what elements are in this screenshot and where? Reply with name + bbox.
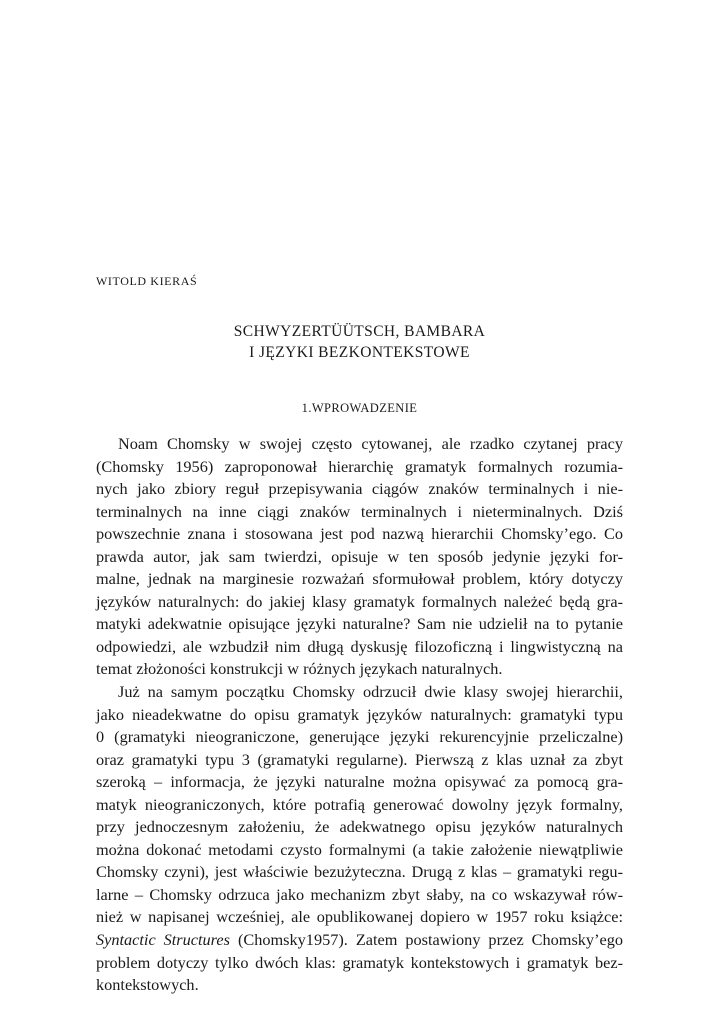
text-line: języków naturalnych: do jakiej klasy gramatyk formalnych należeć będą gra- [96,591,623,611]
text-line: nież w napisanej wcześniej, ale opublikowanej dopiero w 1957 roku książce: [96,907,623,927]
text-line: malne, jednak na marginesie rozważań sformułował problem, który dotyczy [96,569,623,589]
text-line: jako nieadekwatne do opisu gramatyk języków naturalnych: gramatyki typu [96,704,623,724]
text-line: problem dotyczy tylko dwóch klas: gramatyk kontekstowych i gramatyk bez- [96,952,623,972]
text-line: Noam Chomsky w swojej często cytowanej, ale rzadko czytanej pracy [118,434,623,453]
text-line: przy jednoczesnym założeniu, że adekwatnego opisu języków naturalnych [96,817,623,837]
text-line: oraz gramatyki typu 3 (gramatyki regularne). Pierwszą z klas uznał za zbyt [96,749,623,769]
title-line-1: SCHWYZERTÜÜTSCH, BAMBARA [233,323,486,340]
article-title [96,321,623,363]
text-line: larne – Chomsky odrzuca jako mechanizm zbyt słaby, na co wskazywał rów- [96,884,623,904]
text-line: prawda autor, jak sam twierdzi, opisuje w ten sposób jedynie języki for- [96,546,623,566]
text-line: terminalnych na inne ciągi znaków terminalnych i nieterminalnych. Dziś [96,501,623,521]
text-line: temat złożoności konstrukcji w różnych językach naturalnych. [96,659,503,679]
italic-book-title: Syntactic Structures [96,930,230,950]
text-line: Już na samym początku Chomsky odrzucił dwie klasy swojej hierarchii, [118,682,623,702]
text-line: matyki adekwatnie opisujące języki naturalne? Sam nie udzielił na to pytanie [96,614,623,634]
text-fragment: (Chomsky1957). Zatem postawiony przez Chomsky’ego [229,930,624,950]
text-line: matyk nieograniczonych, które potrafią generować dowolny język formalny, [96,794,623,814]
text-line-with-italic [96,929,623,952]
body-text [96,433,623,997]
text-line: odpowiedzi, ale wzbudził nim długą dyskusję filozoficzną i lingwistyczną na [96,636,623,656]
title-line-2: I JĘZYKI BEZKONTEKSTOWE [249,344,470,361]
text-line: nych jako zbiory reguł przepisywania ciągów znaków terminalnych i nie- [96,479,623,499]
text-line: (Chomsky 1956) zaproponował hierarchię gramatyk formalnych rozumia- [96,456,623,476]
author-name: WITOLD KIERAŚ [96,274,198,288]
text-line: 0 (gramatyki nieograniczone, generujące języki rekurencyjnie przeliczalne) [96,727,623,747]
text-line: można dokonać metodami czysto formalnymi (a takie założenie niewątpliwie [96,839,623,859]
text-line: szeroką – informacja, że języki naturalne można opisywać za pomocą gra- [96,772,623,792]
text-line: kontekstowych. [96,975,199,995]
section-heading: 1.WPROWADZENIE [301,401,418,415]
text-line: Chomsky czyni), jest właściwie bezużyteczna. Drugą z klas – gramatyki regu- [96,862,623,882]
text-line: powszechnie znana i stosowana jest pod nazwą hierarchii Chomsky’ego. Co [96,524,623,544]
